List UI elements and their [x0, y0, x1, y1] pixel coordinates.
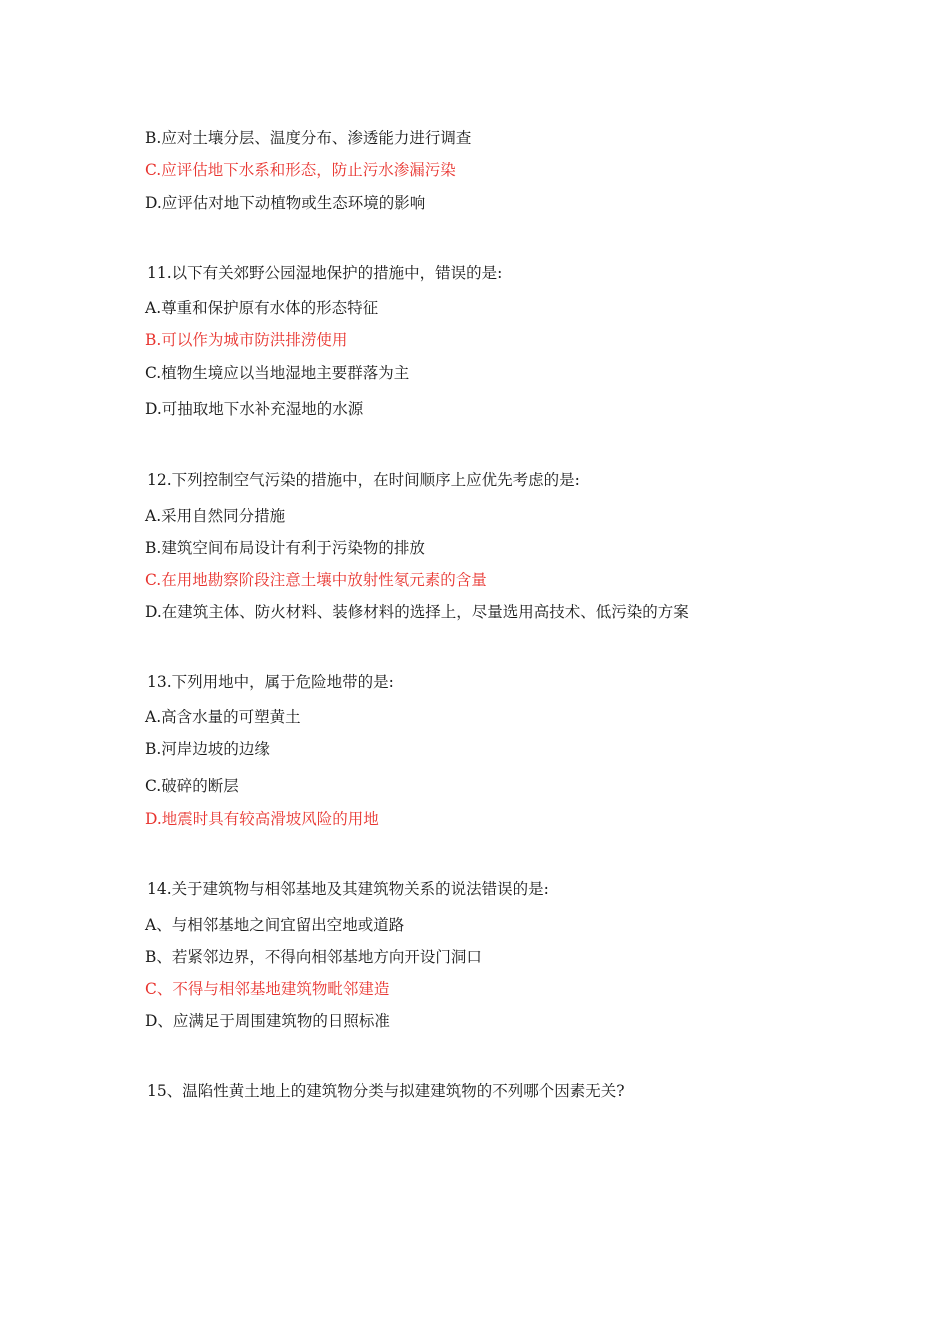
q10-option-b: B.应对土壤分层、温度分布、渗透能力进行调查	[145, 129, 472, 147]
q13-option-d-answer: D.地震时具有较高滑坡风险的用地	[145, 810, 379, 828]
q13-option-b: B.河岸边坡的边缘	[145, 740, 270, 758]
q15-question: 15、温陷性黄土地上的建筑物分类与拟建建筑物的不列哪个因素无关?	[147, 1082, 625, 1100]
q11-option-d: D.可抽取地下水补充湿地的水源	[145, 400, 364, 418]
q12-option-b: B.建筑空间布局设计有利于污染物的排放	[145, 539, 425, 557]
q11-option-b-answer: B.可以作为城市防洪排涝使用	[145, 331, 348, 349]
q12-question: 12.下列控制空气污染的措施中，在时间顺序上应优先考虑的是:	[147, 471, 580, 489]
q14-option-d: D、应满足于周围建筑物的日照标准	[145, 1012, 390, 1030]
q11-option-c: C.植物生境应以当地湿地主要群落为主	[145, 364, 410, 382]
q11-option-a: A.尊重和保护原有水体的形态特征	[145, 299, 379, 317]
q10-option-d: D.应评估对地下动植物或生态环境的影响	[145, 194, 426, 212]
q14-option-a: A、与相邻基地之间宜留出空地或道路	[145, 916, 405, 934]
q13-option-c: C.破碎的断层	[145, 777, 239, 795]
q11-question: 11.以下有关郊野公园湿地保护的措施中，错误的是:	[147, 264, 503, 282]
q12-option-c-answer: C.在用地勘察阶段注意土壤中放射性氡元素的含量	[145, 571, 487, 589]
q14-option-b: B、若紧邻边界，不得向相邻基地方向开设门洞口	[145, 948, 482, 966]
q12-option-a: A.采用自然同分措施	[145, 507, 286, 525]
q13-question: 13.下列用地中，属于危险地带的是:	[147, 673, 394, 691]
q14-question: 14.关于建筑物与相邻基地及其建筑物关系的说法错误的是:	[147, 880, 549, 898]
q12-option-d: D.在建筑主体、防火材料、装修材料的选择上，尽量选用高技术、低污染的方案	[145, 603, 689, 621]
q13-option-a: A.高含水量的可塑黄土	[145, 708, 301, 726]
q10-option-c-answer: C.应评估地下水系和形态，防止污水渗漏污染	[145, 161, 456, 179]
q14-option-c-answer: C、不得与相邻基地建筑物毗邻建造	[145, 980, 390, 998]
